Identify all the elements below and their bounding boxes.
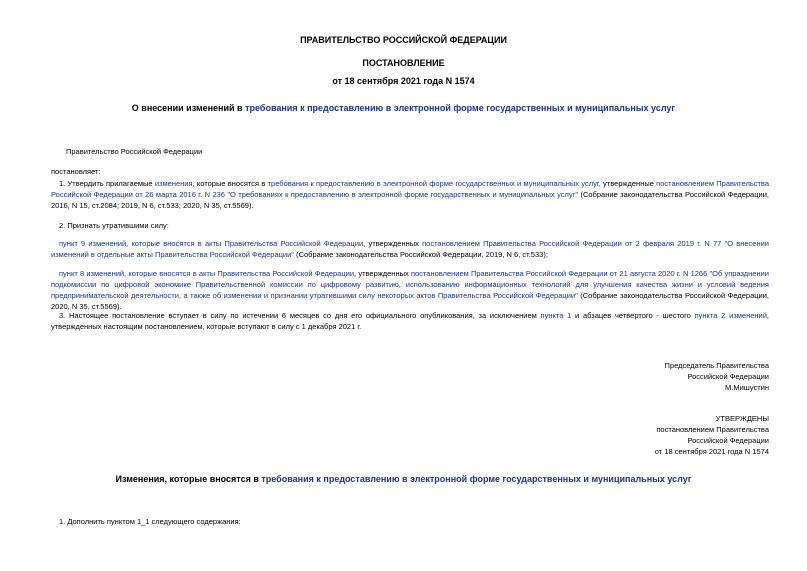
approved-by: постановлением Правительства bbox=[656, 425, 769, 434]
paragraph-2-item-b: пункт 8 изменений, которые вносятся в акты Правительства Российской Федерации, утвержденных постановлением Правительства Российской Федерации от 21 августа 2020 г. N 1266 "Об упразднении подкомиссии по цифровой экономике Правительственной комиссии по цифровому развитию, использованию информационных технологий для улучшения качества жизни и условий ведения предпринимательской деятельности, а также об изменении и признании утратившими силу некоторых актов Правительства Российской Федерации" (Собрание законодательства Российской Федерации, 2020, N 35, ст.5569). bbox=[51, 269, 770, 311]
link-resolution-236[interactable]: постановлением Правительства Российской Федерации от 26 марта 2016 г. N 236 "О требованиях к предоставлению в электронной форме государственных и муниципальных услуг" bbox=[51, 179, 769, 199]
item-1: 1. Дополнить пунктом 1_1 следующего содержания: bbox=[59, 517, 241, 526]
signature-position: Председатель Правительства bbox=[664, 361, 769, 370]
header-org: ПРАВИТЕЛЬСТВО РОССИЙСКОЙ ФЕДЕРАЦИИ bbox=[300, 35, 507, 45]
link-resolution-77[interactable]: постановлением Правительства Российской Федерации от 2 февраля 2019 г. N 77 "О внесении изменений в отдельные акты Правительства Российской Федерации" bbox=[51, 239, 769, 259]
header-date-number: от 18 сентября 2021 года N 1574 bbox=[332, 76, 475, 86]
decides-line: постановляет: bbox=[51, 167, 101, 176]
link-point-1[interactable]: пункта 1 bbox=[540, 311, 572, 320]
changes-title bbox=[0, 473, 807, 486]
link-point-9[interactable]: пункт 9 изменений, которые вносятся в акты Правительства Российской Федерации bbox=[59, 239, 364, 248]
link-resolution-1266[interactable]: постановлением Правительства Российской Федерации от 21 августа 2020 г. N 1266 "Об упразднении подкомиссии по цифровой экономике Правительственной комиссии по цифровому развитию, использованию информационных технологий для улучшения качества жизни и условий ведения предпринимательской деятельности, а также об изменении и признании утратившими силу некоторых актов Правительства Российской Федерации" bbox=[51, 269, 769, 300]
approved-label: УТВЕРЖДЕНЫ bbox=[715, 414, 769, 423]
header-doc-type: ПОСТАНОВЛЕНИЕ bbox=[362, 58, 445, 68]
signature-name: М.Мишустин bbox=[725, 383, 769, 392]
signature-country: Российской Федерации bbox=[687, 372, 769, 381]
government-line: Правительство Российской Федерации bbox=[66, 147, 203, 156]
signature-block bbox=[469, 360, 769, 393]
approved-date: от 18 сентября 2021 года N 1574 bbox=[654, 447, 769, 456]
link-point-2-changes[interactable]: пункта 2 изменений bbox=[694, 311, 767, 320]
paragraph-2: 2. Признать утратившими силу: bbox=[59, 221, 169, 230]
changes-title-link[interactable]: требования к предоставлению в электронной форме государственных и муниципальных услуг bbox=[261, 474, 692, 484]
link-changes[interactable]: изменения bbox=[154, 179, 193, 188]
paragraph-1: 1. Утвердить прилагаемые изменения, которые вносятся в требования к предоставлению в электронной форме государственных и муниципальных услуг, утвержденные постановлением Правительства Российской Федерации от 26 марта 2016 г. N 236 "О требованиях к предоставлению в электронной форме государственных и муниципальных услуг" (Собрание законодательства Российской Федерации, 2016, N 15, ст.2084; 2019, N 6, ст.533; 2020, N 35, ст.5569). bbox=[51, 179, 769, 210]
paragraph-2-item-a: пункт 9 изменений, которые вносятся в акты Правительства Российской Федерации, утвержденных постановлением Правительства Российской Федерации от 2 февраля 2019 г. N 77 "О внесении изменений в отдельные акты Правительства Российской Федерации" (Собрание законодательства Российской Федерации, 2019, N 6, ст.533); bbox=[51, 239, 769, 259]
approved-country: Российской Федерации bbox=[687, 436, 769, 445]
link-requirements[interactable]: требования к предоставлению в электронной форме государственных и муниципальных услуг bbox=[267, 179, 599, 188]
document-title bbox=[0, 102, 807, 115]
title-link[interactable]: требования к предоставлению в электронной форме государственных и муниципальных услуг bbox=[245, 103, 676, 113]
approved-block bbox=[469, 413, 769, 457]
title-prefix: О внесении изменений в bbox=[131, 103, 246, 113]
link-point-8[interactable]: пункт 8 изменений, которые вносятся в акты Правительства Российской Федерации bbox=[59, 269, 355, 278]
paragraph-3: 3. Настоящее постановление вступает в силу по истечении 6 месяцев со дня его официального опубликования, за исключением пункта 1 и абзацев четвертого - шестого пункта 2 изменений, утвержденных настоящим постановлением, которые вступают в силу с 1 декабря 2021 г. bbox=[51, 311, 769, 331]
changes-title-prefix: Изменения, которые вносятся в bbox=[115, 474, 262, 484]
